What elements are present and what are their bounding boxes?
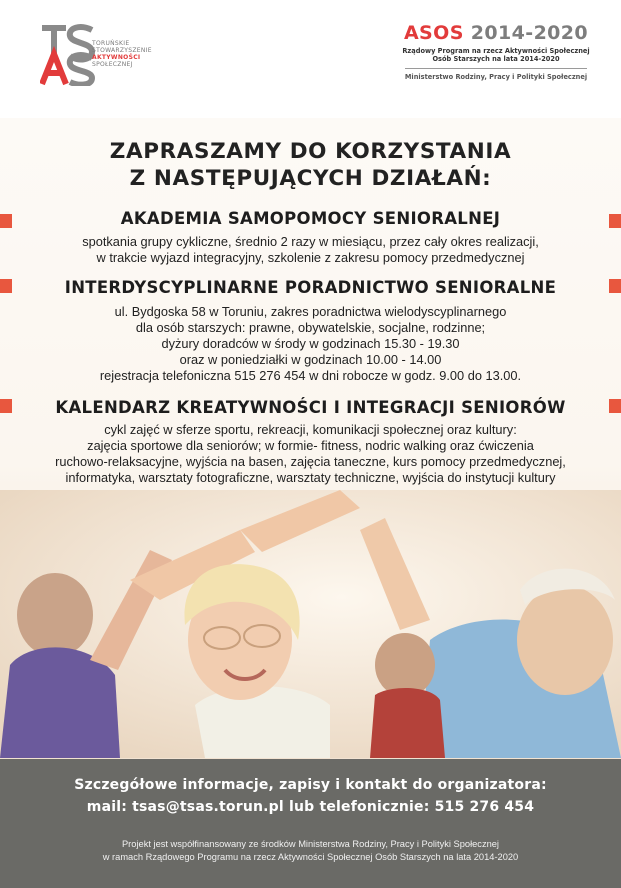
- program-title: ASOS 2014-2020: [403, 22, 589, 44]
- info-line: Szczegółowe informacje, zapisy i kontakt do organizatora:: [74, 777, 547, 793]
- headline: ZAPRASZAMY DO KORZYSTANIA Z NASTĘPUJĄCYCH DZIAŁAŃ:: [109, 139, 512, 191]
- contact-footer: [0, 759, 621, 888]
- section-text-akademia: spotkania grupy cykliczne, średnio 2 razy w miesiącu, przez cały okres realizacji, w trakcie wyjazd integracyjny, szkolenie z zakresu pomocy przedmedycznej: [82, 234, 539, 265]
- seniors-exercise-photo: [0, 490, 621, 758]
- funding-note: Projekt jest współfinansowany ze środków Ministerstwa Rodziny, Pracy i Polityki Społecznej w ramach Rządowego Programu na rzecz Aktywności Społecznej Osób Starszych na lata 2014-2020: [102, 839, 519, 862]
- poster: [0, 118, 621, 888]
- document-header: [0, 0, 621, 118]
- program-block: [391, 22, 601, 81]
- tsas-logo: [40, 24, 96, 86]
- section-text-kalendarz: cykl zajęć w sferze sportu, rekreacji, komunikacji społecznej oraz kultury: zajęcia sportowe dla seniorów; w formie- fitness, nodric walking oraz ćwiczenia ruchowo-relaksacyjne, wyjścia na basen, zajęcia taneczne, kurs pomocy przedmedycznej, informatyka, warsztaty fotograficzne, warsztaty techniczne, wyjścia do instytucji kultury: [55, 422, 566, 485]
- section-title-akademia: AKADEMIA SAMOPOMOCY SENIORALNEJ: [120, 209, 501, 228]
- program-subtitle: Rządowy Program na rzecz Aktywności Społecznej Osób Starszych na lata 2014-2020: [402, 47, 590, 63]
- org-name: TORUŃSKIE STOWARZYSZENIE AKTYWNOŚCI SPOŁECZNEJ: [92, 40, 152, 68]
- ministry-name: Ministerstwo Rodziny, Pracy i Polityki Społecznej: [404, 73, 588, 81]
- divider: [405, 68, 587, 69]
- contact-line: mail: tsas@tsas.torun.pl lub telefonicznie: 515 276 454: [86, 799, 535, 815]
- section-title-kalendarz: KALENDARZ KREATYWNOŚCI I INTEGRACJI SENIORÓW: [55, 398, 566, 417]
- section-title-poradnictwo: INTERDYSCYPLINARNE PORADNICTWO SENIORALNE: [64, 278, 557, 297]
- section-text-poradnictwo: ul. Bydgoska 58 w Toruniu, zakres poradnictwa wielodyscyplinarnego dla osób starszych: prawne, obywatelskie, socjalne, rodzinne; dyżury doradców w środy w godzinach 15.30 - 19.30 oraz w poniedziałki w godzinach 10.00 - 14.00 rejestracja telefoniczna 515 276 454 w dni robocze w godz. 9.00 do 13.00.: [99, 304, 522, 383]
